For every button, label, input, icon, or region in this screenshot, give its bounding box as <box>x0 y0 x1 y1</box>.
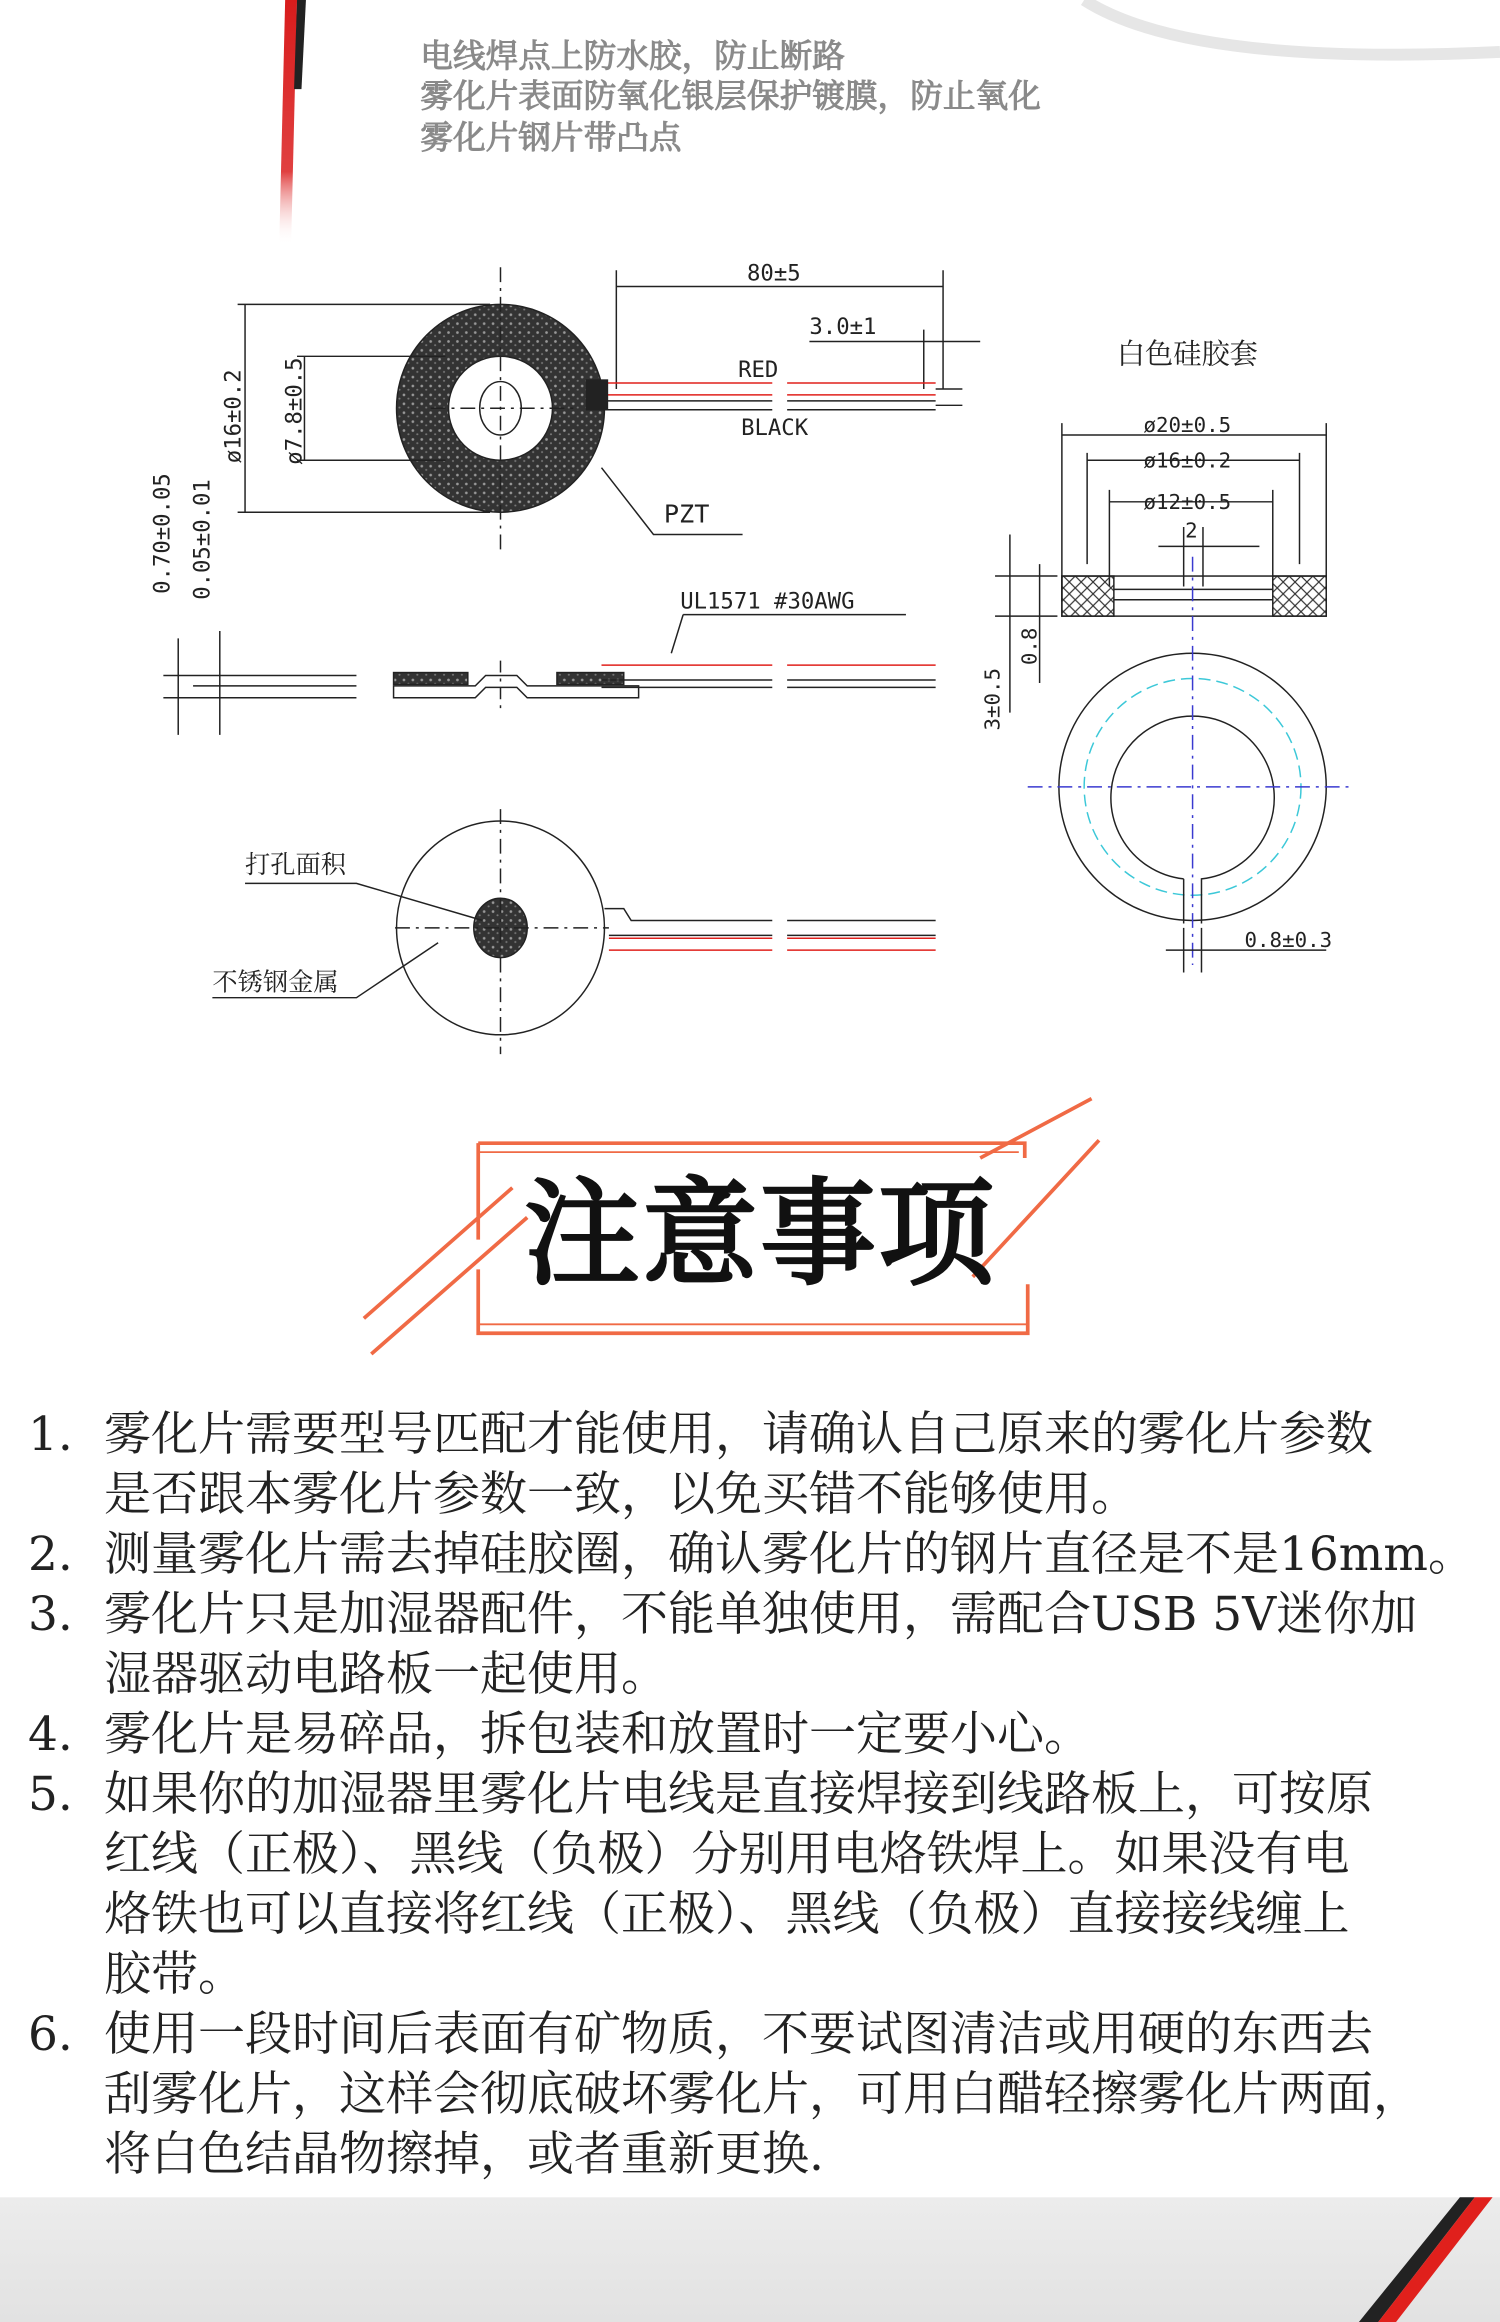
notice-item <box>28 1765 1498 2005</box>
notice-item-number: 3. <box>28 1587 73 1642</box>
notice-item-text: 雾化片需要型号匹配才能使用，请确认自己原来的雾化片参数 <box>104 1407 1373 1462</box>
notice-item-text: 使用一段时间后表面有矿物质，不要试图清洁或用硬的东西去 <box>104 2007 1373 2062</box>
dim-inner-diameter: ø7.8±0.5 <box>281 357 308 465</box>
notice-item-number: 6. <box>28 2007 73 2062</box>
dim-groove: 0.8 <box>1017 627 1042 666</box>
notice-item-text: 红线（正极）、黑线（负极）分别用电烙铁焊上。如果没有电 <box>104 1827 1350 1882</box>
notice-item-text: 雾化片是易碎品，拆包装和放置时一定要小心。 <box>104 1707 1091 1762</box>
notice-item-text: 湿器驱动电路板一起使用。 <box>104 1647 668 1702</box>
label-black: BLACK <box>741 415 809 442</box>
notice-item-text: 烙铁也可以直接将红线（正极）、黑线（负极）直接接线缠上 <box>104 1887 1350 1942</box>
notice-item-text: 如果你的加湿器里雾化片电线是直接焊接到线路板上，可按原 <box>104 1767 1373 1822</box>
notice-item-text: 是否跟本雾化片参数一致，以免买错不能够使用。 <box>104 1467 1138 1522</box>
dim-gap: 2 <box>1185 518 1198 543</box>
dim-slit: 0.8±0.3 <box>1244 928 1333 953</box>
dim-length: 80±5 <box>747 260 801 287</box>
footer-band <box>0 2197 1500 2322</box>
feature-text: 雾化片表面防氧化银层保护镀膜，防止氧化 <box>420 76 1041 115</box>
notice-item <box>28 2005 1498 2185</box>
dim-total-thickness: 0.70±0.05 <box>149 473 176 594</box>
notice-item-text: 将白色结晶物擦掉，或者重新更换. <box>104 2127 824 2182</box>
notice-item-text: 胶带。 <box>104 1947 245 2002</box>
decorative-wire-top <box>279 0 306 245</box>
notice-item-number: 2. <box>28 1527 73 1582</box>
pzt-side-view-drawing <box>163 615 935 735</box>
sleeve-title: 白色硅胶套 <box>1116 337 1258 371</box>
notice-item-text: 测量雾化片需去掉硅胶圈，确认雾化片的钢片直径是不是16mm。 <box>104 1527 1475 1582</box>
dim-d20: ø20±0.5 <box>1143 413 1232 438</box>
notice-item <box>28 1525 1498 1585</box>
dim-height: 3±0.5 <box>980 667 1005 731</box>
notice-title: 注意事项 <box>524 1167 996 1302</box>
notice-item-text: 雾化片只是加湿器配件，不能单独使用，需配合USB 5V迷你加 <box>104 1587 1418 1642</box>
label-pzt: PZT <box>663 499 710 529</box>
notice-item <box>28 1705 1498 1765</box>
dim-layer-thickness: 0.05±0.01 <box>189 479 216 600</box>
notice-item <box>28 1405 1498 1525</box>
notice-list <box>28 1405 1498 2185</box>
label-stainless-steel: 不锈钢金属 <box>212 967 339 997</box>
dim-d16: ø16±0.2 <box>1143 448 1232 473</box>
feature-text: 雾化片钢片带凸点 <box>420 118 682 157</box>
feature-list <box>420 37 1041 157</box>
pzt-top-view-drawing <box>238 267 981 549</box>
dim-outer-diameter: ø16±0.2 <box>220 369 247 464</box>
notice-item-number: 1. <box>28 1407 73 1462</box>
feature-text: 电线焊点上防水胶，防止断路 <box>420 36 845 75</box>
dim-d12: ø12±0.5 <box>1143 490 1232 515</box>
label-red: RED <box>738 357 779 384</box>
dim-strip: 3.0±1 <box>809 314 877 341</box>
notice-item-number: 4. <box>28 1707 73 1762</box>
label-wire-spec: UL1571 #30AWG <box>680 588 855 615</box>
notice-item <box>28 1585 1498 1705</box>
notice-item-text: 刮雾化片，这样会彻底破坏雾化片，可用白醋轻擦雾化片两面， <box>104 2067 1420 2122</box>
notice-item-number: 5. <box>28 1767 73 1822</box>
label-hole-area: 打孔面积 <box>245 849 347 879</box>
decorative-curve <box>1084 0 1500 55</box>
atomizer-bottom-view-drawing <box>212 809 935 1054</box>
